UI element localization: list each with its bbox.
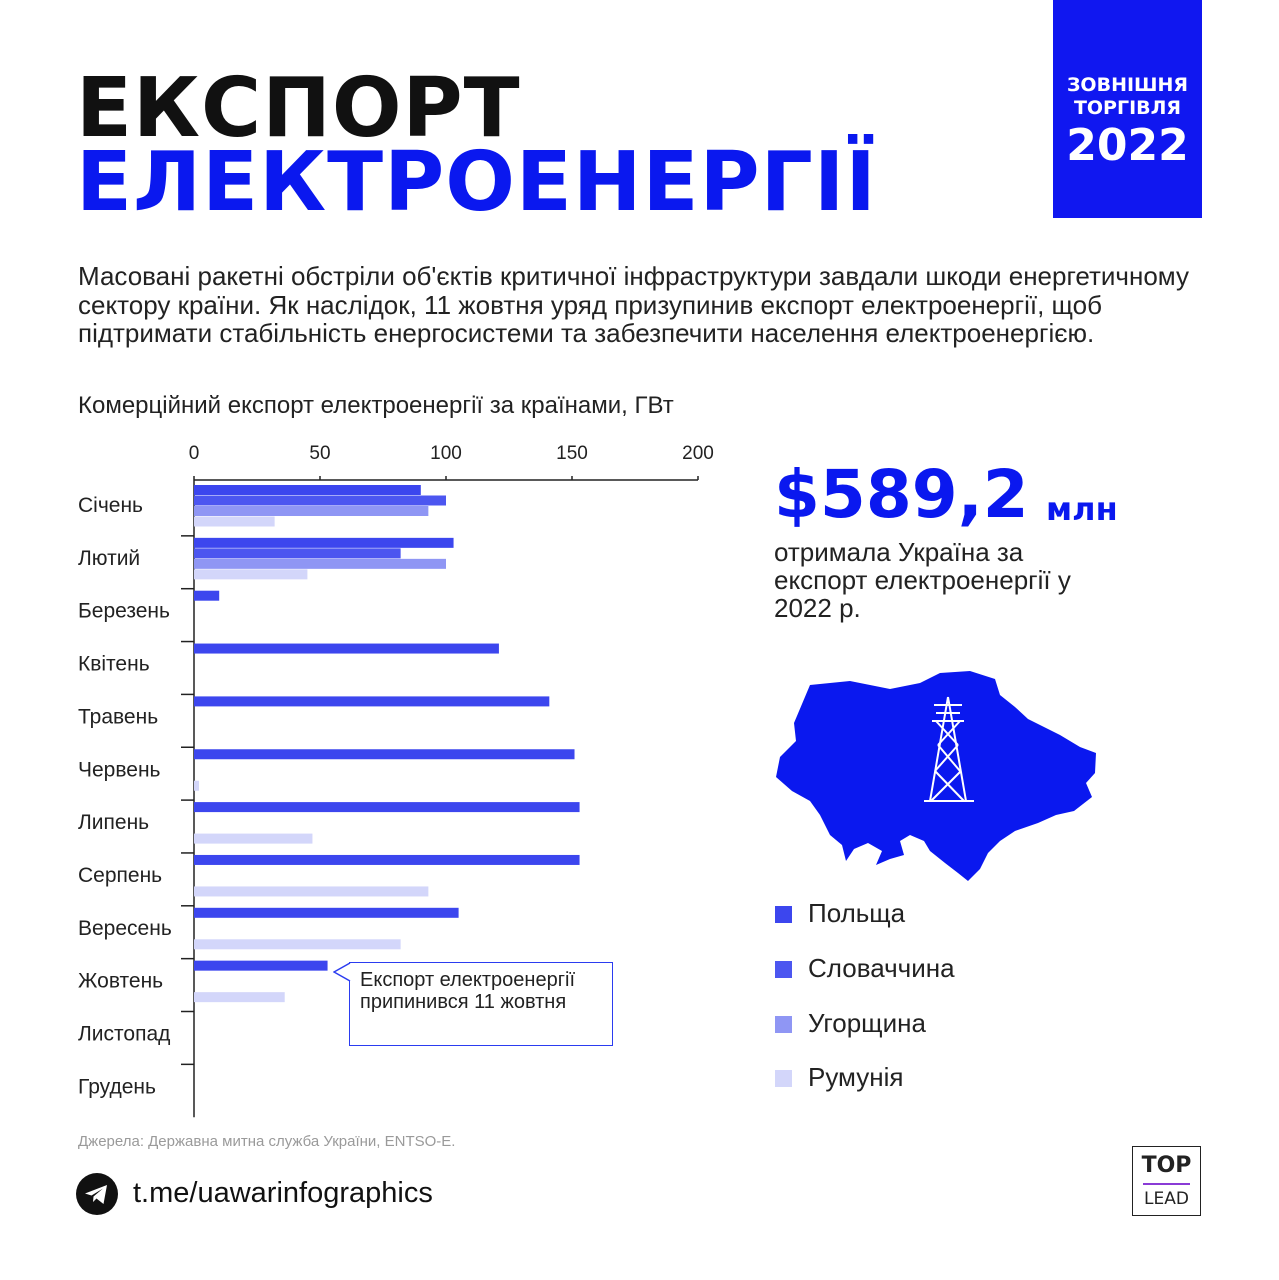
- bar-Словаччина: [194, 548, 401, 558]
- legend-label-romania: Румунія: [808, 1062, 904, 1092]
- legend-swatch-hungary: [775, 1016, 792, 1033]
- logo-bottom-text: LEAD: [1144, 1189, 1189, 1209]
- callout-text: Експорт електроенергії припинився 11 жовтня: [360, 969, 576, 1013]
- bar-Румунія: [194, 992, 285, 1002]
- bar-Румунія: [194, 939, 401, 949]
- x-tick-label: 50: [309, 443, 331, 464]
- category-label: Грудень: [78, 1075, 156, 1099]
- category-label: Березень: [78, 599, 170, 623]
- bar-Польща: [194, 696, 549, 706]
- bar-Польща: [194, 644, 499, 654]
- title-line-1: ЕКСПОРТ: [76, 61, 521, 156]
- bar-Словаччина: [194, 496, 446, 506]
- bar-Угорщина: [194, 506, 428, 516]
- category-label: Січень: [78, 494, 143, 517]
- category-label: Серпень: [78, 863, 163, 887]
- badge-line-1: ЗОВНІШНЯ: [1066, 74, 1189, 96]
- category-label: Липень: [78, 811, 150, 835]
- logo-divider: [1143, 1183, 1190, 1185]
- bar-Польща: [194, 908, 459, 918]
- category-label: Жовтень: [78, 969, 164, 993]
- bar-Польща: [194, 855, 580, 865]
- category-label: Травень: [78, 705, 159, 729]
- callout-box: [349, 962, 613, 1046]
- category-label: Вересень: [78, 916, 172, 940]
- stat-description: отримала Україна за експорт електроенергії у 2022 р.: [774, 537, 1071, 623]
- legend-swatch-romania: [775, 1070, 792, 1087]
- legend-label-slovakia: Словаччина: [808, 953, 955, 983]
- bar-Польща: [194, 749, 575, 759]
- toplead-logo: [1132, 1146, 1201, 1216]
- intro-paragraph: Масовані ракетні обстріли об'єктів критичної інфраструктури завдали шкоди енергетичному сектору країни. Як наслідок, 11 жовтня уряд призупинив експорт електроенергії, щоб підтримати стабільність енергосистеми та забезпечити населення електроенергією.: [78, 261, 1189, 348]
- chart-title: Комерційний експорт електроенергії за країнами, ГВт: [78, 392, 674, 419]
- stat-unit: млн: [1046, 490, 1118, 528]
- legend-label-poland: Польща: [808, 898, 906, 928]
- category-label: Лютий: [78, 546, 141, 570]
- bar-Польща: [194, 538, 454, 548]
- source-note: Джерела: Державна митна служба України, ENTSO-E.: [78, 1133, 456, 1150]
- bar-Румунія: [194, 781, 199, 791]
- category-label: Червень: [78, 758, 161, 782]
- x-tick-label: 100: [430, 443, 462, 464]
- legend-swatch-poland: [775, 906, 792, 923]
- x-tick-label: 150: [556, 443, 588, 464]
- logo-top-text: TOP: [1141, 1153, 1192, 1178]
- legend-label-hungary: Угорщина: [808, 1008, 926, 1038]
- bar-Румунія: [194, 886, 428, 896]
- bar-Польща: [194, 485, 421, 495]
- callout-pointer: [333, 962, 353, 982]
- x-tick-label: 200: [682, 443, 714, 464]
- bar-Польща: [194, 591, 219, 601]
- category-label: Листопад: [78, 1022, 171, 1046]
- bar-Румунія: [194, 569, 307, 579]
- bar-Угорщина: [194, 559, 446, 569]
- bar-Румунія: [194, 517, 275, 527]
- bar-Польща: [194, 961, 328, 971]
- category-label: Квітень: [78, 652, 150, 676]
- telegram-link[interactable]: t.me/uawarinfographics: [133, 1177, 433, 1209]
- badge-line-2: ТОРГІВЛЯ: [1073, 97, 1182, 119]
- bar-Польща: [194, 802, 580, 812]
- topic-badge: [1053, 0, 1202, 218]
- legend-swatch-slovakia: [775, 961, 792, 978]
- ukraine-map-shape: [776, 671, 1096, 881]
- badge-year: 2022: [1066, 120, 1189, 171]
- bar-Румунія: [194, 834, 312, 844]
- x-tick-label: 0: [188, 443, 200, 464]
- telegram-icon[interactable]: [76, 1173, 118, 1215]
- title-line-2: ЕЛЕКТРОЕНЕРГІЇ: [76, 135, 877, 230]
- ukraine-map: [770, 665, 1105, 890]
- stat-value: $589,2: [774, 456, 1029, 533]
